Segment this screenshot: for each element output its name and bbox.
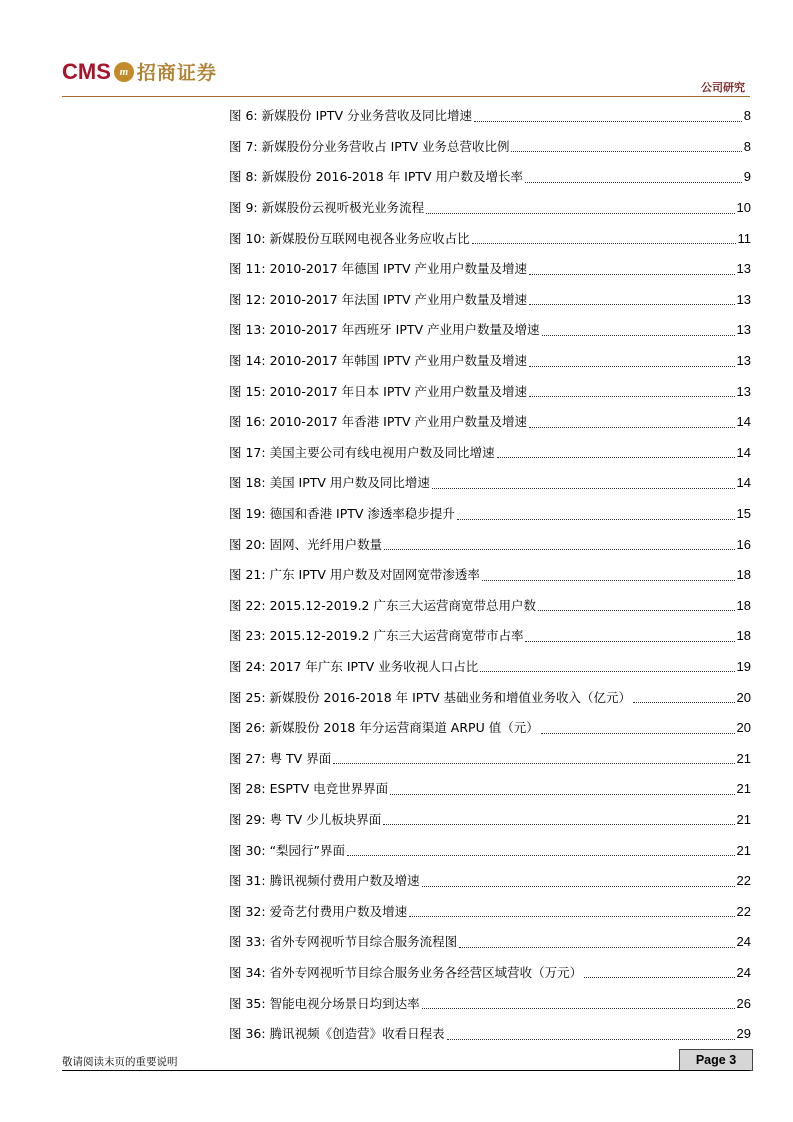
figure-table-of-contents (229, 101, 751, 1049)
toc-entry-label[interactable]: 图 22: 2015.12-2019.2 广东三大运营商宽带总用户数 (229, 597, 536, 613)
toc-entry-label[interactable]: 图 14: 2010-2017 年韩国 IPTV 产业用户数量及增速 (229, 353, 528, 369)
toc-entry-page-number[interactable]: 21 (736, 781, 751, 797)
toc-entry[interactable] (229, 743, 751, 774)
toc-dot-leader (409, 916, 734, 917)
toc-dot-leader (422, 1008, 735, 1009)
toc-entry-label[interactable]: 图 26: 新媒股份 2018 年分运营商渠道 ARPU 值（元） (229, 720, 539, 736)
toc-entry-label[interactable]: 图 36: 腾讯视频《创造营》收看日程表 (229, 1026, 445, 1042)
toc-entry[interactable] (229, 101, 751, 132)
toc-entry[interactable] (229, 285, 751, 316)
toc-dot-leader (480, 671, 734, 672)
toc-entry[interactable] (229, 866, 751, 897)
toc-dot-leader (333, 763, 734, 764)
toc-entry-label[interactable]: 图 16: 2010-2017 年香港 IPTV 产业用户数量及增速 (229, 414, 528, 430)
toc-dot-leader (447, 1039, 735, 1040)
toc-entry-label[interactable]: 图 11: 2010-2017 年德国 IPTV 产业用户数量及增速 (229, 261, 528, 277)
toc-entry-label[interactable]: 图 7: 新媒股份分业务营收占 IPTV 业务总营收比例 (229, 138, 510, 154)
toc-dot-leader (390, 794, 734, 795)
toc-dot-leader (529, 304, 735, 305)
toc-entry-label[interactable]: 图 9: 新媒股份云视听极光业务流程 (229, 200, 425, 216)
toc-entry-label[interactable]: 图 18: 美国 IPTV 用户数及同比增速 (229, 475, 430, 491)
toc-entry[interactable] (229, 958, 751, 989)
toc-entry[interactable] (229, 132, 751, 163)
toc-entry-page-number[interactable]: 19 (736, 658, 751, 674)
toc-entry[interactable] (229, 682, 751, 713)
toc-entry-page-number[interactable]: 22 (736, 903, 751, 919)
toc-dot-leader (472, 243, 736, 244)
toc-dot-leader (432, 488, 735, 489)
toc-dot-leader (511, 151, 741, 152)
page-header (0, 0, 793, 100)
toc-entry-label[interactable]: 图 32: 爱奇艺付费用户数及增速 (229, 903, 408, 919)
toc-entry-page-number[interactable]: 21 (736, 811, 751, 827)
toc-entry-label[interactable]: 图 10: 新媒股份互联网电视各业务应收占比 (229, 230, 470, 246)
toc-dot-leader (457, 519, 735, 520)
logo-cms-text: CMS (62, 58, 111, 84)
footer-divider (62, 1070, 750, 1071)
toc-entry-label[interactable]: 图 20: 固网、光纤用户数量 (229, 536, 383, 552)
toc-entry-label[interactable]: 图 12: 2010-2017 年法国 IPTV 产业用户数量及增速 (229, 291, 528, 307)
toc-entry-page-number[interactable]: 13 (736, 353, 751, 369)
toc-entry[interactable] (229, 407, 751, 438)
report-type-label: 公司研究 (701, 81, 745, 94)
toc-entry[interactable] (229, 805, 751, 836)
toc-dot-leader (459, 947, 734, 948)
toc-dot-leader (383, 824, 734, 825)
header-divider (62, 96, 750, 97)
toc-entry-page-number[interactable]: 8 (743, 138, 751, 154)
toc-entry-label[interactable]: 图 25: 新媒股份 2016-2018 年 IPTV 基础业务和增值业务收入（亿元） (229, 689, 632, 705)
toc-dot-leader (584, 977, 734, 978)
toc-entry[interactable] (229, 162, 751, 193)
toc-entry-label[interactable]: 图 8: 新媒股份 2016-2018 年 IPTV 用户数及增长率 (229, 169, 524, 185)
toc-entry-page-number[interactable]: 14 (736, 444, 751, 460)
toc-entry-label[interactable]: 图 24: 2017 年广东 IPTV 业务收视人口占比 (229, 658, 479, 674)
toc-entry[interactable] (229, 315, 751, 346)
footer-disclaimer-note: 敬请阅读末页的重要说明 (62, 1056, 178, 1068)
toc-dot-leader (384, 549, 734, 550)
toc-entry[interactable] (229, 223, 751, 254)
toc-dot-leader (633, 702, 735, 703)
toc-entry-label[interactable]: 图 17: 美国主要公司有线电视用户数及同比增速 (229, 444, 495, 460)
toc-entry-page-number[interactable]: 20 (736, 720, 751, 736)
toc-dot-leader (529, 396, 735, 397)
toc-dot-leader (525, 641, 734, 642)
toc-entry-label[interactable]: 图 33: 省外专网视听节目综合服务流程图 (229, 934, 458, 950)
toc-entry[interactable] (229, 621, 751, 652)
toc-dot-leader (529, 274, 735, 275)
toc-entry[interactable] (229, 774, 751, 805)
toc-entry[interactable] (229, 1019, 751, 1050)
toc-entry[interactable] (229, 927, 751, 958)
toc-entry-label[interactable]: 图 28: ESPTV 电竞世界界面 (229, 781, 389, 797)
toc-dot-leader (529, 427, 735, 428)
toc-entry-page-number[interactable]: 14 (736, 475, 751, 491)
page-number-badge: Page 3 (679, 1049, 753, 1071)
toc-entry-page-number[interactable]: 18 (736, 628, 751, 644)
toc-entry[interactable] (229, 346, 751, 377)
toc-entry-label[interactable]: 图 13: 2010-2017 年西班牙 IPTV 产业用户数量及增速 (229, 322, 540, 338)
toc-dot-leader (529, 366, 735, 367)
toc-dot-leader (497, 457, 735, 458)
toc-dot-leader (426, 213, 734, 214)
toc-entry-page-number[interactable]: 10 (736, 200, 751, 216)
toc-entry-page-number[interactable]: 24 (736, 934, 751, 950)
toc-dot-leader (482, 580, 735, 581)
toc-entry-page-number[interactable]: 11 (737, 230, 751, 246)
toc-entry-page-number[interactable]: 13 (736, 383, 751, 399)
toc-entry-page-number[interactable]: 15 (736, 506, 751, 522)
toc-dot-leader (422, 886, 735, 887)
toc-entry-label[interactable]: 图 19: 德国和香港 IPTV 渗透率稳步提升 (229, 506, 455, 522)
toc-entry[interactable] (229, 896, 751, 927)
toc-entry-label[interactable]: 图 6: 新媒股份 IPTV 分业务营收及同比增速 (229, 108, 472, 124)
toc-entry-page-number[interactable]: 16 (736, 536, 751, 552)
toc-entry[interactable] (229, 713, 751, 744)
toc-entry-label[interactable]: 图 30: “梨园行”界面 (229, 842, 346, 858)
cms-logo (62, 58, 217, 85)
toc-entry-page-number[interactable]: 8 (743, 108, 751, 124)
toc-entry[interactable] (229, 591, 751, 622)
toc-entry-label[interactable]: 图 27: 粤 TV 界面 (229, 750, 332, 766)
toc-entry-label[interactable]: 图 31: 腾讯视频付费用户数及增速 (229, 873, 420, 889)
toc-entry-page-number[interactable]: 18 (736, 597, 751, 613)
toc-entry-page-number[interactable]: 21 (736, 842, 751, 858)
toc-entry-page-number[interactable]: 13 (736, 291, 751, 307)
toc-entry[interactable] (229, 988, 751, 1019)
toc-entry-label[interactable]: 图 23: 2015.12-2019.2 广东三大运营商宽带市占率 (229, 628, 524, 644)
toc-entry[interactable] (229, 376, 751, 407)
toc-entry[interactable] (229, 193, 751, 224)
toc-entry-page-number[interactable]: 18 (736, 567, 751, 583)
toc-entry-page-number[interactable]: 13 (736, 261, 751, 277)
toc-entry-label[interactable]: 图 21: 广东 IPTV 用户数及对固网宽带渗透率 (229, 567, 480, 583)
logo-emblem-icon: m (114, 62, 134, 82)
toc-entry-label[interactable]: 图 15: 2010-2017 年日本 IPTV 产业用户数量及增速 (229, 383, 528, 399)
toc-entry-page-number[interactable]: 21 (736, 750, 751, 766)
toc-entry-page-number[interactable]: 13 (736, 322, 751, 338)
toc-entry-page-number[interactable]: 24 (736, 964, 751, 980)
toc-entry[interactable] (229, 254, 751, 285)
toc-entry-label[interactable]: 图 35: 智能电视分场景日均到达率 (229, 995, 420, 1011)
toc-entry-label[interactable]: 图 29: 粤 TV 少儿板块界面 (229, 811, 382, 827)
toc-entry[interactable] (229, 560, 751, 591)
toc-entry-page-number[interactable]: 20 (736, 689, 751, 705)
toc-entry-page-number[interactable]: 14 (736, 414, 751, 430)
toc-dot-leader (541, 733, 735, 734)
toc-entry[interactable] (229, 499, 751, 530)
toc-dot-leader (347, 855, 735, 856)
logo-company-name: 招商证券 (136, 62, 217, 84)
toc-entry[interactable] (229, 468, 751, 499)
toc-entry-page-number[interactable]: 29 (736, 1026, 751, 1042)
toc-entry-label[interactable]: 图 34: 省外专网视听节目综合服务业务各经营区域营收（万元） (229, 964, 583, 980)
toc-entry[interactable] (229, 529, 751, 560)
toc-entry[interactable] (229, 652, 751, 683)
toc-entry[interactable] (229, 438, 751, 469)
toc-dot-leader (474, 121, 742, 122)
toc-entry-page-number[interactable]: 26 (736, 995, 751, 1011)
toc-dot-leader (525, 182, 742, 183)
toc-entry-page-number[interactable]: 9 (743, 169, 751, 185)
toc-entry[interactable] (229, 835, 751, 866)
toc-dot-leader (538, 610, 735, 611)
toc-dot-leader (542, 335, 735, 336)
toc-entry-page-number[interactable]: 22 (736, 873, 751, 889)
